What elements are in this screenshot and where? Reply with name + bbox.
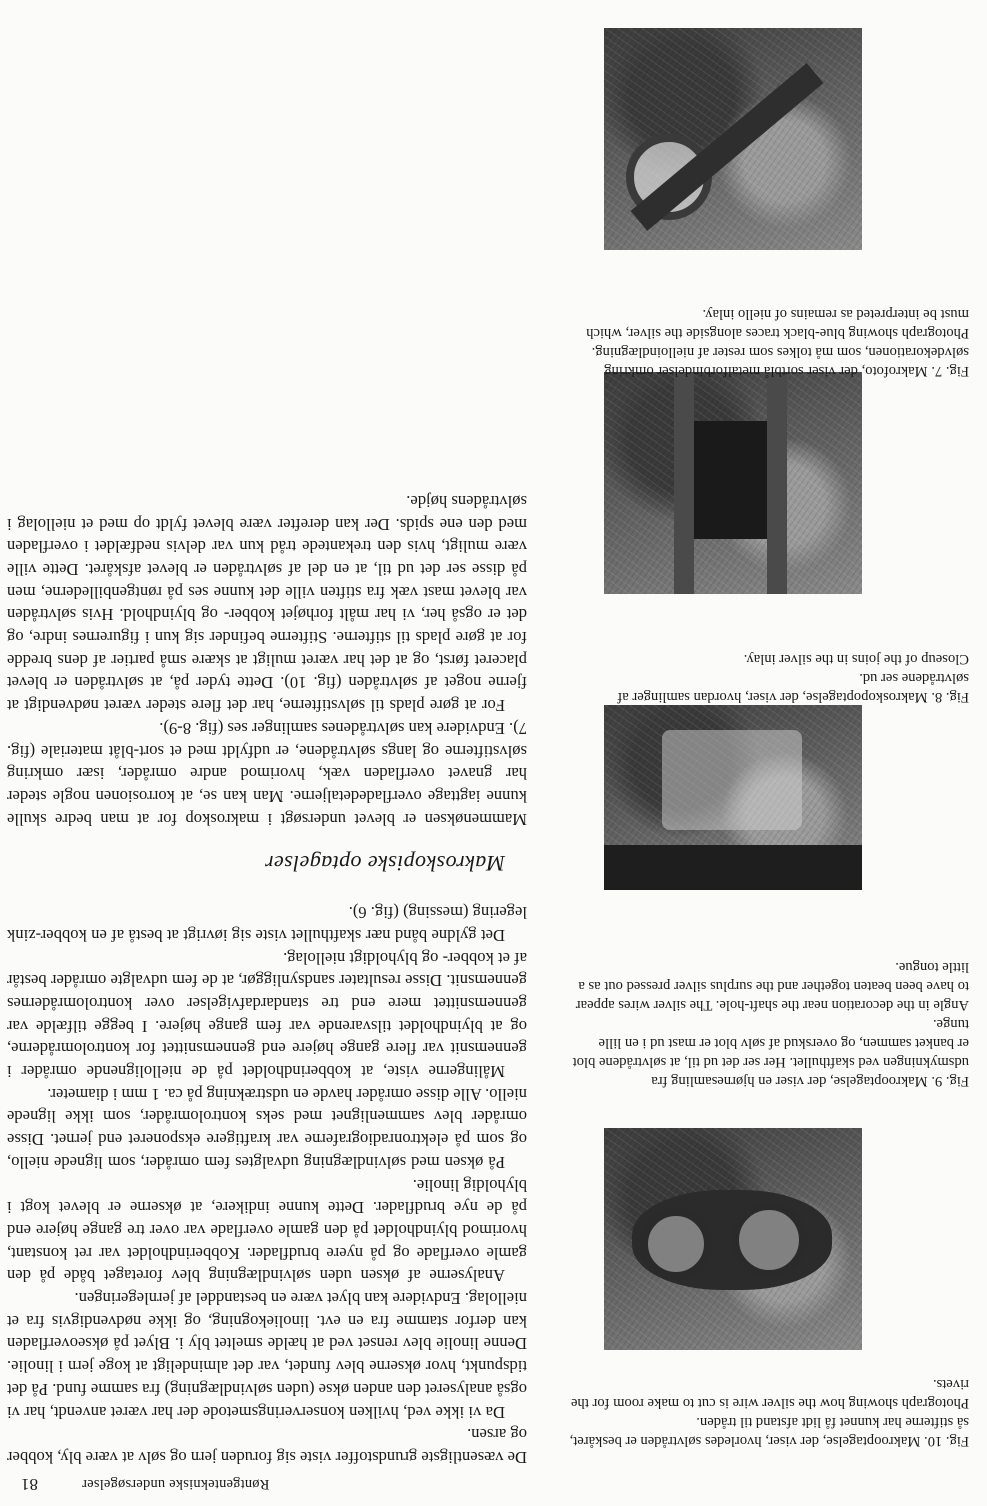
figure-10-caption-da: Fig. 10. Makrooptagelse, der viser, hvorledes sølvtråden er beskåret, så stifterne har kunnet få lidt afstand til tråden. [569,1414,969,1449]
paragraph-6: Det gyldne bånd nær skafthullet viste sig iøvrigt at bestå af en kobber-zink legering (messing) (fig. 6). [7,903,527,945]
figure-7-caption-da: Fig. 7. Makrofoto, der viser sortblå metalforbindelser omkring sølvdekorationen, som må tolkes som rester af nielloindlægning. [591,344,969,379]
figure-8-caption-en: Closeup of the joins in the silver inlay. [743,651,969,667]
figure-9-caption-da: Fig. 9. Makrooptagelse, der viser en hjørnesamling fra udsmykningen ved skafthullet. Her ser det ud til, at sølvtrådene blot er banket sammen, og overskud af sølv blot er mast ud i en lille tunge. [572,1016,969,1089]
figure-9-photo [604,705,862,890]
figure-9-caption [569,957,969,1090]
figure-7-photo [604,28,862,250]
figure-10-caption [569,1374,969,1450]
figure-7-caption [569,304,969,380]
figure-9-caption-en: Angle in the decoration near the shaft-hole. The silver wires appear to have been beaten together and the surplus silver pressed out as a little tongue. [575,959,969,1013]
header-title: Røntgentekniske undersøgelser [82,1476,270,1492]
paragraph-2: Da vi ikke ved, hvilken konserveringsmetode der har været anvendt, har vi også analyseret den anden økse (uden sølvindlægning) fra samme fund. På det tidspunkt, hvor økserne blev fundet, var det almindeligt at koge jern i linolie. Denne linolie blev renset ved at hælde smeltet bly i. Blyet på økseoverfladen kan derfor stamme fra en evt. linoliekogning, og ikke nødvendigvis fra et niellolag. Endvidere kan blyet være en bestanddel af jernlegeringen. [7,1289,527,1422]
figure-10-caption-en: Photograph showing how the silver wire is cut to make room for the rivets. [570,1376,969,1411]
paragraph-8: For at gøre plads til sølvstifterne, har det flere steder været nødvendigt at fjerne noget af sølvtråden (fig. 10). Dette tyder på, at sølvtråden er blevet placeret først, og at det har været muligt at skære små partier af dens bredde for at gøre plads til stifterne. Stifterne befinder sig kun i figurernes indre, og det er også her, vi har målt forhøjet kobber- og blyindhold. Hvis sølvtråden var blevet mast væk fra stiften ville det kunne ses på røntgenbillederne, men på disse ser det ud til, at en del af sølvtråden er blevet afskåret. Dette ville være muligt, hvis den trekantede tråd kun var delvis nedfældet i overfladen med den ene spids. Der kan derefter være blevet fyldt op med et niellolag i sølvtrådens højde. [7,491,527,716]
figure-8-caption [569,649,969,706]
paragraph-7: Mammenøksen er blevet undersøgt i makroskop for at man bedre skulle kunne iagttage overfladedetaljerne. Man kan se, at korrosionen nogle steder har gnavet overfladen væk, hvorimod andre områder, især omkring sølvstifterne og langs sølvtrådene, er udfyldt med et sort-blåt materiale (fig. 7). Endvidere kan sølvtrådenes samlinger ses (fig. 8-9). [7,718,527,829]
page-number: 81 [21,1475,38,1494]
figure-10-photo [604,1128,862,1350]
paragraph-4: På øksen med sølvindlægning udvalgtes fem områder, som lignede niello, og som på elektronradiograferne var kraftigere eksponeret end jernet. Disse områder blev sammenlignet med seks kontrolområder, som ikke lignede niello. Alle disse områder havde en udstrækning på ca. 1 mm i diameter. [7,1084,527,1172]
figure-8-caption-da: Fig. 8. Makroskopoptagelse, der viser, hvordan samlinger af sølvtrådene ser ud. [617,670,969,705]
paragraph-3: Analyserne af øksen uden sølvindlægning blev foretaget både på den gamle overflade og på nyere brudflader. Kobberindholdet var ret konstant, hvorimod blyindholdet på den gamle overflade var over tre gange højere end på de nye brudflader. Dette kunne indikere, at økserne er blevet kogt i blyholdig linolie. [7,1175,527,1286]
section-heading: Makroskopiske optagelser [264,851,505,877]
figure-7-caption-en: Photograph showing blue-black traces alongside the silver, which must be interpreted as remains of niello inlay. [586,306,969,341]
body-text-column [7,489,527,1468]
figure-8-photo [604,372,862,594]
paragraph-1: De væsentligste grundstoffer viste sig foruden jern og sølv at være bly, kobber og arsen. [7,1425,527,1467]
paragraph-5: Målingerne viste, at kobberindholdet på de niellolignende områder i gennemsnit var flere gange højere end gennemsnittet for kontrolområderne, og at blyindholdet tilsvarende var fem gange højere. I begge tilfælde var gennemsnittet mere end tre standardafvigelser over kontrolområdernes gennemsnit. Disse resultater sandsynliggør, at de fem udvalgte områder består af et kobber- og blyholdigt niellolag. [7,948,527,1082]
running-header [0,1472,987,1496]
